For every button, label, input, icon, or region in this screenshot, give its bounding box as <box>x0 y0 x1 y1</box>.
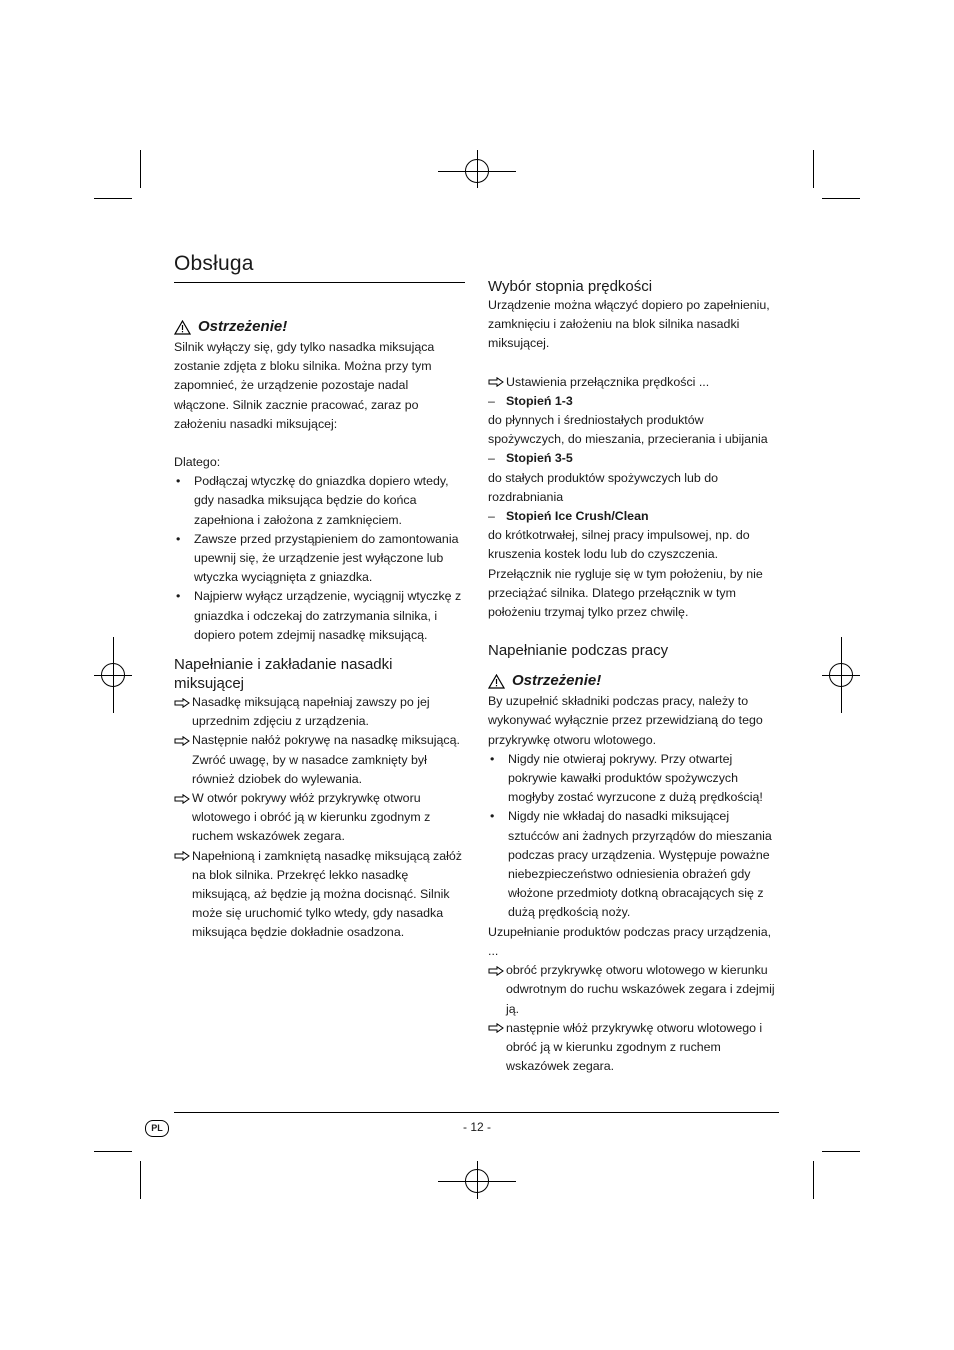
bullet-icon: • <box>176 531 181 546</box>
speed-level-name: – Stopień 1-3 <box>488 393 573 408</box>
section-heading: Wybór stopnia prędkości <box>488 278 653 295</box>
list-item: • Nigdy nie otwieraj pokrywy. Przy otwartej pokrywie kawałki produktów spożywczych mogłyby zostać wyrzucone z dużą prędkością! <box>488 750 780 808</box>
crop-mark <box>140 1161 141 1199</box>
refill-lead: Uzupełnianie produktów podczas pracy urządzenia, ... <box>488 924 772 958</box>
list-item: • Nigdy nie wkładaj do nasadki miksującej sztućców ani żadnych przyrządów do mieszania podczas pracy urządzenia. Występuje poważne niebezpieczeństwo odniesienia obrażeń gdy włożone przedmioty dotkną obracających się z dużą prędkością noży. <box>488 807 780 922</box>
crop-mark <box>813 150 814 188</box>
list-item: • Najpierw wyłącz urządzenie, wyciągnij wtyczkę z gniazdka i odczekaj do zatrzymania silnika, i dopiero potem zdejmij nasadkę miksującą. <box>174 587 466 645</box>
warning-heading <box>488 670 780 692</box>
speed-level-desc: do płynnych i średniostałych produktów spożywczych, do mieszania, przecierania i ubijania <box>488 413 768 447</box>
speed-level-desc: do stałych produktów spożywczych lub do rozdrabniania <box>488 470 719 504</box>
arrow-right-icon <box>174 693 192 712</box>
language-badge: PL <box>145 1120 169 1137</box>
page-number: - 12 - <box>462 1120 491 1134</box>
speed-level-name: – Stopień 3-5 <box>488 451 573 466</box>
list-item: Napełnioną i zamkniętą nasadkę miksującą załóż na blok silnika. Przekręć lekko nasadkę miksującą, aż będzie ją można docisnąć. Silnik może się uruchomić tylko wtedy, gdy nasadka miksująca będzie dokładnie osadzona. <box>174 847 466 943</box>
list-item: W otwór pokrywy włóż przykrywkę otworu wlotowego i obróć ją w kierunku zgodnym z ruchem wskazówek zegara. <box>174 789 466 847</box>
warning-title: Ostrzeżenie! <box>198 318 288 335</box>
warning-text: By uzupełnić składniki podczas pracy, należy to wykonywać wyłącznie przez przewidzianą do tego przykrywkę otworu wlotowego. <box>488 694 763 747</box>
crop-mark <box>94 198 132 199</box>
bullet-icon: • <box>490 809 495 824</box>
crop-mark <box>822 198 860 199</box>
list-item: Ustawienia przełącznika prędkości ... <box>488 373 780 392</box>
warning-heading <box>174 316 466 338</box>
list-item: • Zawsze przed przystąpieniem do zamontowania upewnij się, że urządzenie jest wyłączone lub wtyczka wyciągnięta z gniazdka. <box>174 530 466 588</box>
crop-mark <box>140 150 141 188</box>
right-column <box>488 277 780 1076</box>
arrow-right-icon <box>174 731 192 750</box>
bullet-icon: • <box>176 474 181 489</box>
crop-mark <box>94 1151 132 1152</box>
arrow-right-icon <box>488 1019 506 1038</box>
title-rule <box>174 282 465 283</box>
list-item: Nasadkę miksującą napełniaj zawszy po jej uprzednim zdjęciu z urządzenia. <box>174 693 466 731</box>
list-item: • Podłączaj wtyczkę do gniazdka dopiero wtedy, gdy nasadka miksująca będzie do końca zapełniona i założona z zamknięciem. <box>174 472 466 530</box>
section-heading: Napełnianie podczas pracy <box>488 642 669 660</box>
left-column <box>174 316 466 943</box>
list-item: obróć przykrywkę otworu wlotowego w kierunku odwrotnym do ruchu wskazówek zegara i zdejmij ją. <box>488 961 780 1019</box>
arrow-right-icon <box>488 961 506 980</box>
arrow-right-icon <box>174 847 192 866</box>
warning-lead: Dlatego: <box>174 455 221 470</box>
warning-text: Silnik wyłączy się, gdy tylko nasadka miksująca zostanie zdjęta z bloku silnika. Można przy tym zapomnieć, że urządzenie pozostaje nadal włączone. Silnik zacznie pracować, zaraz po założeniu nasadki miksującej: <box>174 340 435 431</box>
crop-mark <box>813 1161 814 1199</box>
list-item: następnie włóż przykrywkę otworu wlotowego i obróć ją w kierunku zgodnym z ruchem wskazówek zegara. <box>488 1019 780 1077</box>
crop-mark <box>822 1151 860 1152</box>
speed-level-name: – Stopień Ice Crush/Clean <box>488 509 649 524</box>
arrow-right-icon <box>174 789 192 808</box>
bullet-icon: • <box>176 589 181 604</box>
arrow-right-icon <box>488 373 506 392</box>
warning-triangle-icon <box>174 320 191 335</box>
list-item: Następnie nałóż pokrywę na nasadkę miksującą. Zwróć uwagę, by w nasadce zamknięty był również dziobek do wylewania. <box>174 731 466 789</box>
bullet-icon: • <box>490 751 495 766</box>
warning-title: Ostrzeżenie! <box>512 672 602 690</box>
section-heading: Napełnianie i zakładanie nasadki miksującej <box>174 656 393 693</box>
speed-intro: Urządzenie można włączyć dopiero po zapełnieniu, zamknięciu i założeniu na blok silnika nasadki miksującej. <box>488 298 770 351</box>
speed-level-desc: do krótkotrwałej, silnej pracy impulsowej, np. do kruszenia kostek lodu lub do czyszczenia. Przełącznik nie rygluje się w tym położeniu, by nie przeciążać silnika. Dlatego przełącznik w tym położeniu trzymaj tylko przez chwilę. <box>488 528 763 620</box>
footer-rule <box>174 1112 779 1113</box>
warning-triangle-icon <box>488 674 505 689</box>
page-title: Obsługa <box>174 252 254 275</box>
